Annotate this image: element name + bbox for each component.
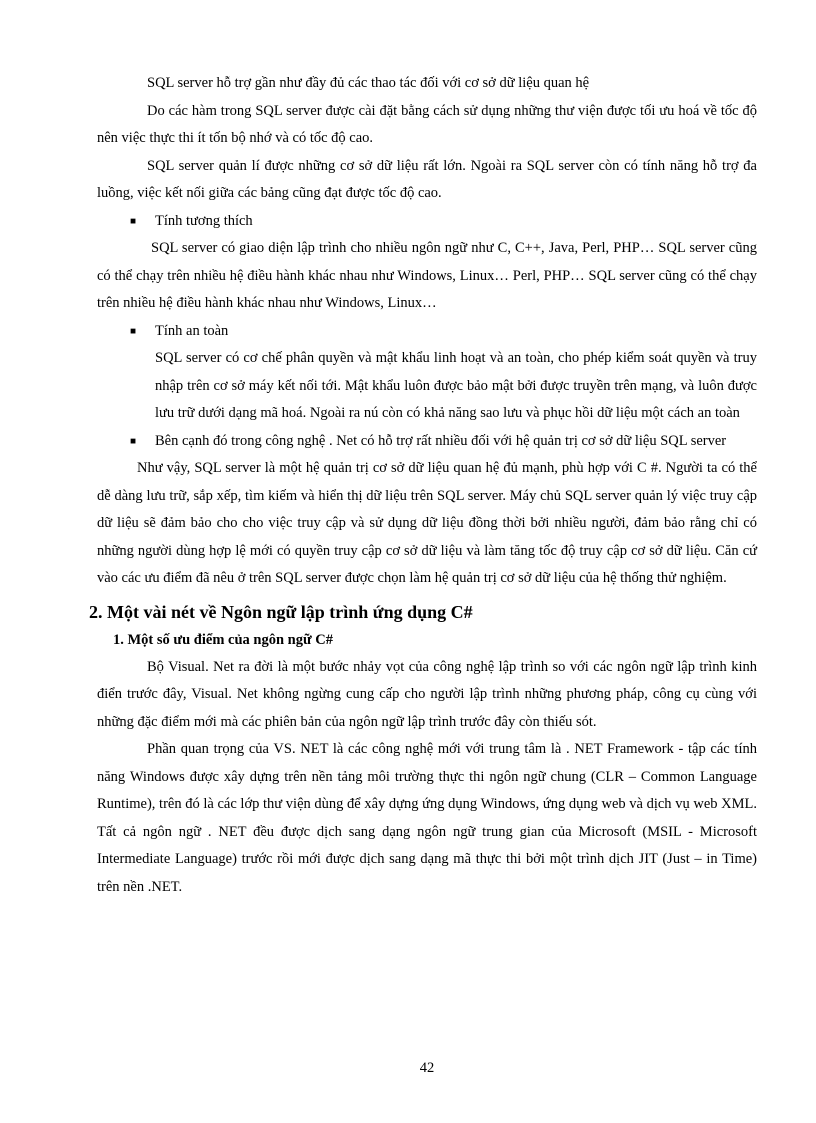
section-heading: 2. Một vài nét về Ngôn ngữ lập trình ứng dụng C# [89,601,473,622]
bullet-text: Bên cạnh đó trong công nghệ . Net có hỗ trợ rất nhiều đối với hệ quản trị cơ sở dữ liệu SQL server [155,432,727,449]
paragraph-security: SQL server có cơ chế phân quyền và mật khẩu linh hoạt và an toàn, cho phép kiểm soát quyền và truy nhập trên cơ sở máy kết nối tới. Mật khẩu luôn được bảo mật bởi được truyền trên mạng, và luôn được lưu trữ dưới dạng mã hoá. Ngoài ra nú còn có khả năng sao lưu và phục hồi dữ liệu một cách an toàn [155,350,757,421]
bullet-square-icon: ■ [130,435,137,447]
bullet-title: Tính an toàn [155,322,229,339]
paragraph-sql-large-db: SQL server quản lí được những cơ sở dữ liệu rất lớn. Ngoài ra SQL server còn có tính năng hỗ trợ đa luồng, việc kết nối giữa các bảng cũng đạt được tốc độ cao. [97,157,757,201]
bullet-square-icon: ■ [130,325,137,337]
bullet-dotnet-support [97,428,757,456]
paragraph-net-framework: Phần quan trọng của VS. NET là các công nghệ mới với trung tâm là . NET Framework - tập các tính năng Windows được xây dựng trên nền tảng môi trường thực thi ngôn ngữ chung (CLR – Common Language Runtime), trên đó là các lớp thư viện dùng để xây dựng ứng dụng Windows, ứng dụng web và dịch vụ web XML. Tất cả ngôn ngữ . NET đều được dịch sang dạng ngôn ngữ trung gian của Microsoft (MSIL - Microsoft Intermediate Language) trước rồi mới được dịch sang dạng mã thực thi bởi một trình dịch JIT (Just – in Time) trên nền .NET. [97,741,757,895]
paragraph-sql-speed: Do các hàm trong SQL server được cài đặt bằng cách sử dụng những thư viện được tối ưu hoá về tốc độ nên việc thực thi ít tốn bộ nhớ và có tốc độ cao. [97,102,757,146]
page-number: 42 [419,1060,435,1076]
document-page [89,70,757,1076]
bullet-square-icon: ■ [130,215,137,227]
paragraph-visual-net: Bộ Visual. Net ra đời là một bước nhảy vọt của công nghệ lập trình so với các ngôn ngữ lập trình kinh điển trước đây, Visual. Net không ngừng cung cấp cho người lập trình những phương pháp, công cụ cùng với những đặc điểm mới mà các phiên bản của ngôn ngữ lập trình trước đây còn thiếu sót. [97,658,757,730]
bullet-compatibility [97,208,757,236]
paragraph-sql-support: SQL server hỗ trợ gần như đầy đủ các thao tác đối với cơ sở dữ liệu quan hệ [147,75,590,91]
security-block [97,345,757,428]
bullet-title: Tính tương thích [155,212,253,229]
bullet-security [97,318,757,346]
subsection-heading: 1. Một số ưu điểm của ngôn ngữ C# [113,631,334,648]
paragraph-summary: Như vậy, SQL server là một hệ quản trị cơ sở dữ liệu quan hệ đủ mạnh, phù hợp với C #. Người ta có thể dễ dàng lưu trữ, sắp xếp, tìm kiếm và hiển thị dữ liệu trên SQL server. Máy chủ SQL server quản lý việc truy cập dữ liệu sẽ đảm bảo cho cho việc truy cập và sử dụng dữ liệu đồng thời bởi nhiều người, đảm bảo rằng chỉ có những người dùng hợp lệ mới có quyền truy cập cơ sở dữ liệu và làm tăng tốc độ truy cập cơ sở dữ liệu. Căn cứ vào các ưu điểm đã nêu ở trên SQL server được chọn làm hệ quản trị cơ sở dữ liệu của hệ thống thử nghiệm. [97,460,757,586]
paragraph-compatibility: SQL server có giao diện lập trình cho nhiều ngôn ngữ như C, C++, Java, Perl, PHP… SQL server cũng có thể chạy trên nhiều hệ điều hành khác nhau như Windows, Linux… Perl, PHP… SQL server cũng có thể chạy trên nhiều hệ điều hành khác nhau như Windows, Linux… [97,240,757,311]
